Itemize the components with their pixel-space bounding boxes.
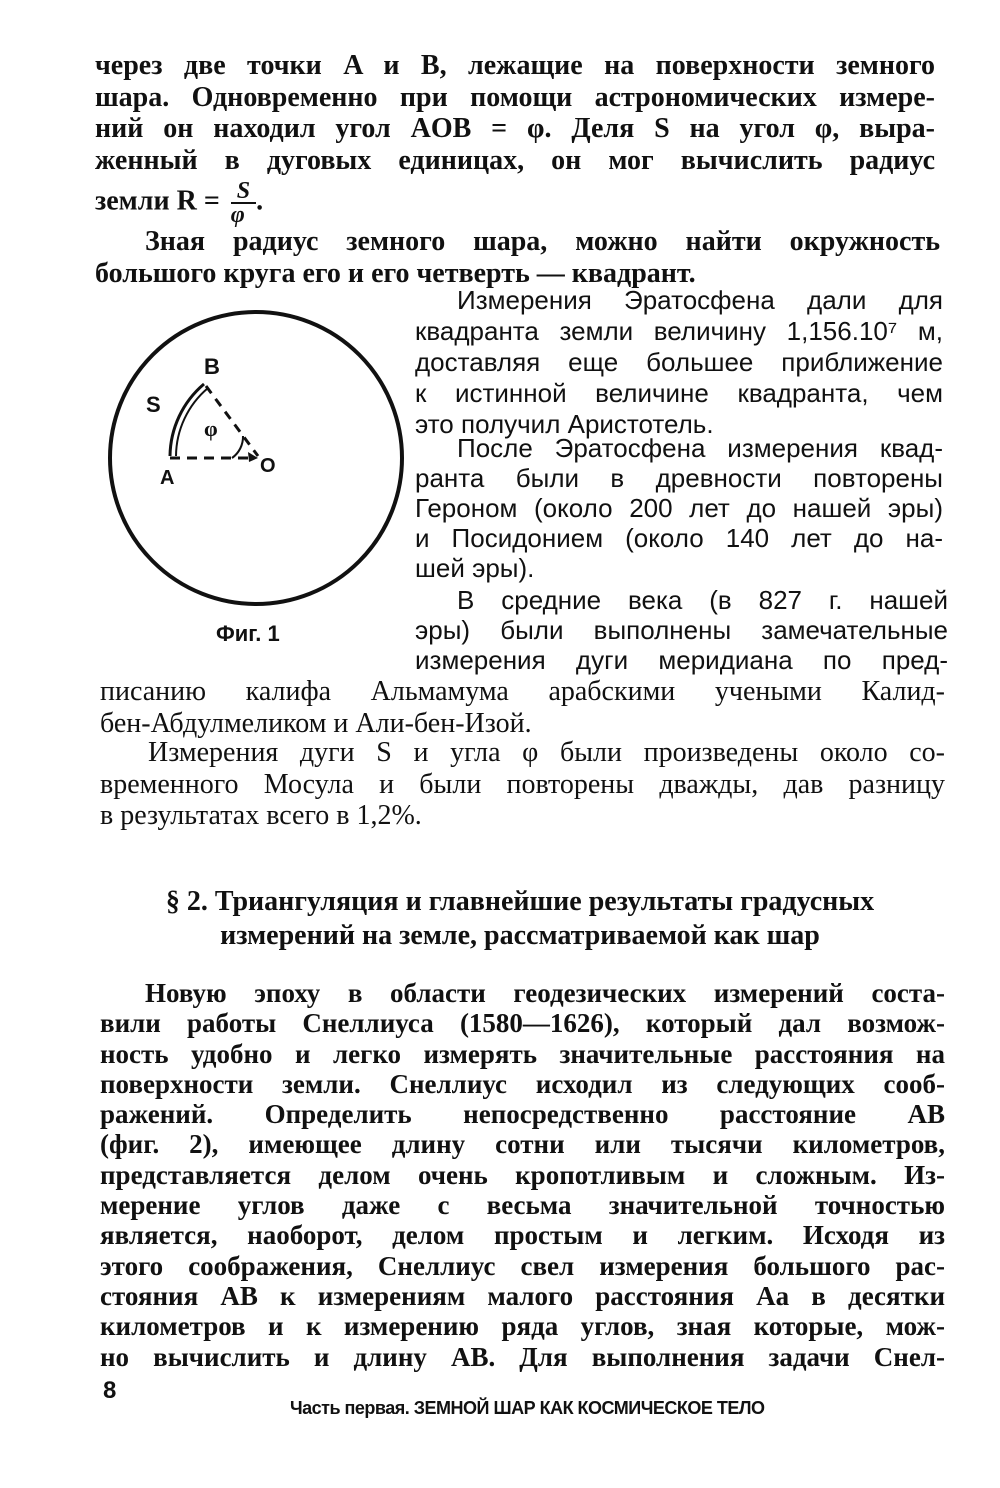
formula-line (95, 180, 935, 226)
angle-arc (232, 436, 243, 458)
paragraph-2 (95, 226, 940, 289)
text-line: женный в дуговых единицах, он мог вычислить радиус (95, 144, 935, 176)
text-line: ность удобно и легко измерять значительные расстояния на (100, 1038, 945, 1069)
text-line: После Эратосфена измерения квад- (457, 433, 943, 463)
text-line: вили работы Снеллиуса (1580—1626), который дал возмож- (100, 1008, 945, 1039)
text-line: Героном (около 200 лет до нашей эры) (415, 493, 943, 523)
paragraph-3 (415, 285, 943, 440)
label-b: B (204, 354, 220, 379)
text-line: Измерения Эратосфена дали для (457, 285, 943, 315)
fraction-numerator: S (231, 180, 256, 204)
text-line: но вычислить и длину AB. Для выполнения задачи Снел- (100, 1341, 945, 1372)
text-line: шара. Одновременно при помощи астрономических измере- (95, 81, 935, 113)
text-line: поверхности земли. Снеллиус исходил из следующих сооб- (100, 1068, 945, 1099)
circle-diagram (106, 308, 406, 608)
text-line: эры) были выполнены замечательные (415, 615, 948, 645)
formula-fraction (231, 180, 256, 226)
text-line: через две точки A и B, лежащие на поверхности земного (95, 50, 935, 81)
text-line: это получил Аристотель. (415, 409, 714, 439)
label-o: O (260, 455, 276, 477)
text-line: временного Мосула и были повторены дважды, дав разницу (100, 768, 945, 800)
paragraph-5 (415, 585, 948, 675)
page-number: 8 (103, 1377, 117, 1404)
text-line: к истинной величине квадранта, чем (415, 378, 943, 408)
figure-1 (106, 308, 406, 608)
text-line: ний он находил угол AOB = φ. Деля S на угол φ, выра- (95, 113, 935, 144)
text-line: большого круга его и его четверть — квадрант. (95, 257, 696, 289)
text-line: километров и к измерению ряда углов, зная которые, мож- (100, 1311, 945, 1342)
heading-line-2: измерений на земле, рассматриваемой как шар (220, 920, 820, 951)
text-line: представляется делом очень кропотливым и сложным. Из- (100, 1159, 945, 1190)
paragraph-1 (95, 50, 935, 226)
text-line: шей эры). (415, 553, 535, 583)
label-a: A (160, 467, 175, 489)
formula-prefix: земли R = (95, 185, 227, 217)
text-line: и Посидонием (около 140 лет до на- (415, 523, 943, 553)
text-line: квадранта земли величину 1,156.10⁷ м, (415, 316, 943, 346)
text-line: стояния AB к измерениям малого расстояния Aa в десятки (100, 1280, 945, 1311)
text-line: этого соображения, Снеллиус свел измерения большого рас- (100, 1250, 945, 1281)
paragraph-5-continued (100, 676, 945, 739)
heading-line-1: § 2. Триангуляция и главнейшие результаты градусных (165, 886, 875, 917)
text-line: в результатах всего в 1,2%. (100, 800, 422, 831)
paragraph-7 (100, 978, 945, 1372)
fraction-denominator: φ (230, 202, 245, 228)
running-footer: Часть первая. ЗЕМНОЙ ШАР КАК КОСМИЧЕСКОЕ ТЕЛО (290, 1398, 765, 1418)
paragraph-6 (100, 737, 945, 832)
text-line: В средние века (в 827 г. нашей (457, 585, 948, 615)
text-line: (фиг. 2), имеющее длину сотни или тысячи километров, (100, 1129, 945, 1160)
text-line: ражений. Определить непосредственно расстояние AB (100, 1099, 945, 1130)
paragraph-4 (415, 433, 943, 583)
text-line: Измерения дуги S и угла φ были произведены около со- (148, 737, 945, 768)
text-line: Новую эпоху в области геодезических измерений соста- (145, 978, 945, 1008)
text-line: писанию калифа Альмамума арабскими учеными Калид- (100, 676, 945, 707)
arc-s (170, 384, 204, 456)
text-line: мерение углов даже с весьма значительной точностью (100, 1190, 945, 1221)
figure-caption: Фиг. 1 (216, 621, 280, 646)
text-line: является, наоборот, делом простым и легким. Исходя из (100, 1220, 945, 1251)
text-line: доставляя еще большее приближение (415, 347, 943, 377)
text-line: ранта были в древности повторены (415, 463, 943, 493)
text-line: измерения дуги меридиана по пред- (415, 645, 948, 675)
text-line: Зная радиус земного шара, можно найти окружность (145, 226, 940, 257)
text-line: бен-Абдулмеликом и Али-бен-Изой. (100, 707, 532, 739)
section-heading (100, 885, 940, 953)
label-phi: φ (204, 416, 218, 441)
label-s: S (146, 392, 161, 417)
formula-suffix: . (256, 185, 264, 217)
